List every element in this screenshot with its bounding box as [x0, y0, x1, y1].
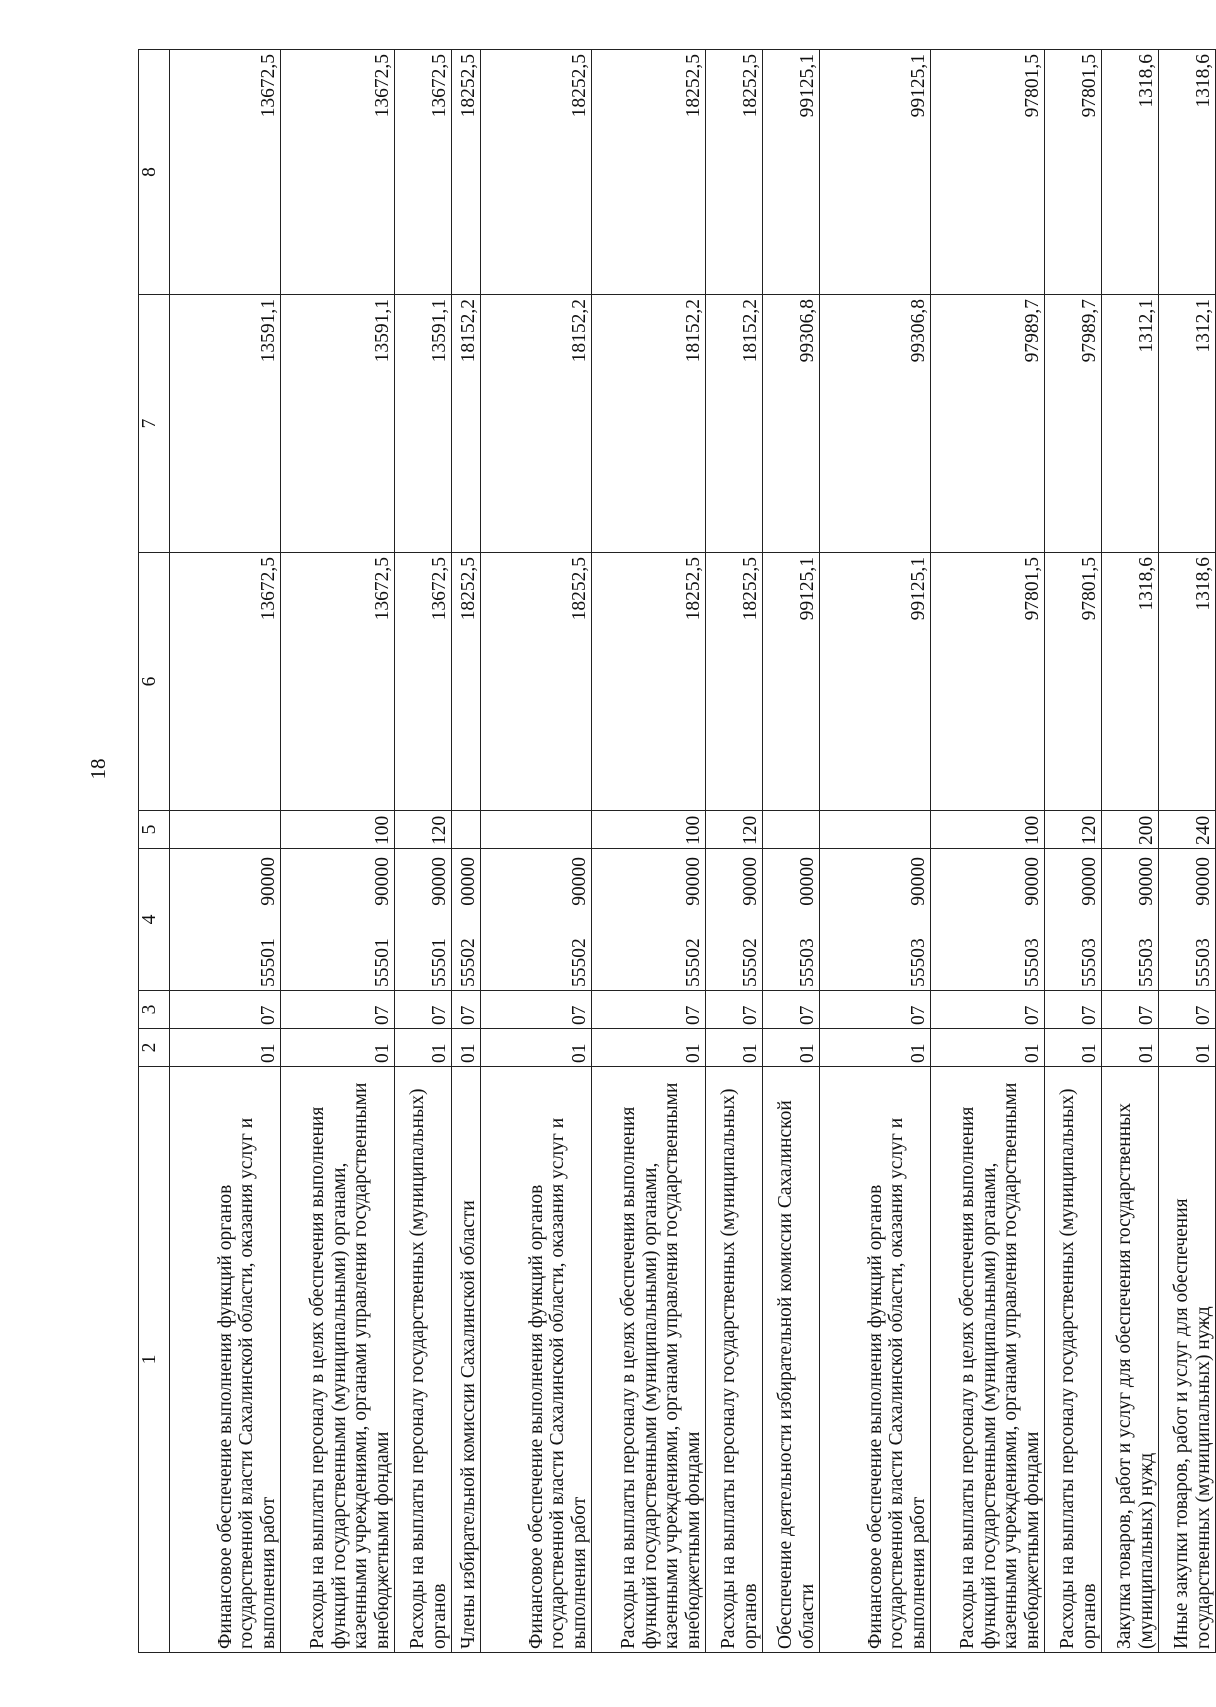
header-col-4: 4: [139, 849, 170, 991]
row-cs-direction: 00000: [763, 849, 820, 921]
row-vr: [820, 811, 931, 849]
row-vr: [763, 811, 820, 849]
row-podrazdel: 07: [706, 991, 763, 1029]
row-value-7: 13591,1: [395, 295, 452, 553]
row-razdel: 01: [1159, 1029, 1216, 1067]
row-podrazdel: 07: [281, 991, 395, 1029]
row-value-8: 18252,5: [452, 50, 481, 295]
row-podrazdel: 07: [1102, 991, 1159, 1029]
row-podrazdel: 07: [481, 991, 592, 1029]
row-razdel: 01: [763, 1029, 820, 1067]
row-razdel: 01: [481, 1029, 592, 1067]
table-row: [706, 50, 763, 1653]
row-razdel: 01: [592, 1029, 706, 1067]
row-podrazdel: 07: [592, 991, 706, 1029]
row-value-6: 1318,6: [1102, 553, 1159, 811]
row-cs-program: 55503: [931, 921, 1045, 991]
row-value-7: 97989,7: [931, 295, 1045, 553]
row-razdel: 01: [1102, 1029, 1159, 1067]
row-cs-direction: 90000: [481, 849, 592, 921]
row-value-8: 13672,5: [395, 50, 452, 295]
row-value-6: 97801,5: [931, 553, 1045, 811]
row-cs-program: 55503: [1102, 921, 1159, 991]
row-razdel: 01: [820, 1029, 931, 1067]
page-number: 18: [86, 758, 110, 780]
row-name: Расходы на выплаты персоналу в целях обеспечения выполнения функций государственными (муниципальными) органами, казенными учреждениями, органами управления государственными внебюджетными фондами: [931, 1067, 1045, 1653]
row-podrazdel: 07: [820, 991, 931, 1029]
row-value-6: 18252,5: [706, 553, 763, 811]
table-row: [931, 50, 1045, 1653]
row-name: Финансовое обеспечение выполнения функций органов государственной власти Сахалинской области, оказания услуг и выполнения работ: [820, 1067, 931, 1653]
row-vr: 120: [395, 811, 452, 849]
row-cs-program: 55502: [452, 921, 481, 991]
header-col-8: 8: [139, 50, 170, 295]
row-cs-direction: 90000: [1159, 849, 1216, 921]
row-cs-program: 55501: [281, 921, 395, 991]
row-podrazdel: 07: [395, 991, 452, 1029]
row-cs-direction: 90000: [170, 849, 281, 921]
row-podrazdel: 07: [452, 991, 481, 1029]
row-vr: 100: [281, 811, 395, 849]
row-cs-program: 55502: [592, 921, 706, 991]
row-razdel: 01: [706, 1029, 763, 1067]
header-col-1: 1: [139, 1067, 170, 1653]
row-vr: 120: [706, 811, 763, 849]
row-cs-direction: 90000: [281, 849, 395, 921]
row-value-8: 13672,5: [281, 50, 395, 295]
row-vr: 120: [1045, 811, 1102, 849]
row-cs-direction: 90000: [931, 849, 1045, 921]
row-name: Расходы на выплаты персоналу государственных (муниципальных) органов: [1045, 1067, 1102, 1653]
row-razdel: 01: [170, 1029, 281, 1067]
row-cs-program: 55502: [706, 921, 763, 991]
row-value-8: 18252,5: [706, 50, 763, 295]
row-razdel: 01: [1045, 1029, 1102, 1067]
row-value-6: 97801,5: [1045, 553, 1102, 811]
row-name: Обеспечение деятельности избирательной комиссии Сахалинской области: [763, 1067, 820, 1653]
header-col-3: 3: [139, 991, 170, 1029]
row-value-8: 97801,5: [1045, 50, 1102, 295]
row-cs-program: 55502: [481, 921, 592, 991]
row-razdel: 01: [452, 1029, 481, 1067]
row-value-6: 13672,5: [395, 553, 452, 811]
row-value-8: 18252,5: [592, 50, 706, 295]
row-podrazdel: 07: [170, 991, 281, 1029]
row-value-7: 97989,7: [1045, 295, 1102, 553]
row-cs-direction: 00000: [452, 849, 481, 921]
row-name: Финансовое обеспечение выполнения функций органов государственной власти Сахалинской области, оказания услуг и выполнения работ: [481, 1067, 592, 1653]
row-podrazdel: 07: [763, 991, 820, 1029]
row-value-7: 1312,1: [1102, 295, 1159, 553]
row-value-8: 1318,6: [1159, 50, 1216, 295]
row-cs-direction: 90000: [820, 849, 931, 921]
table-row: [395, 50, 452, 1653]
row-vr: 200: [1102, 811, 1159, 849]
header-col-5: 5: [139, 811, 170, 849]
row-vr: [452, 811, 481, 849]
row-podrazdel: 07: [1159, 991, 1216, 1029]
row-vr: 240: [1159, 811, 1216, 849]
row-value-7: 13591,1: [170, 295, 281, 553]
row-value-7: 18152,2: [452, 295, 481, 553]
row-name: Иные закупки товаров, работ и услуг для обеспечения государственных (муниципальных) нужд: [1159, 1067, 1216, 1653]
table-row: [170, 50, 281, 1653]
row-name: Расходы на выплаты персоналу государственных (муниципальных) органов: [706, 1067, 763, 1653]
table-row: [452, 50, 481, 1653]
row-vr: [170, 811, 281, 849]
row-razdel: 01: [395, 1029, 452, 1067]
row-value-8: 18252,5: [481, 50, 592, 295]
row-value-7: 99306,8: [820, 295, 931, 553]
row-razdel: 01: [281, 1029, 395, 1067]
row-vr: 100: [931, 811, 1045, 849]
row-name: Закупка товаров, работ и услуг для обеспечения государственных (муниципальных) нужд: [1102, 1067, 1159, 1653]
row-value-8: 13672,5: [170, 50, 281, 295]
table-row: [1102, 50, 1159, 1653]
row-cs-direction: 90000: [395, 849, 452, 921]
row-cs-program: 55503: [820, 921, 931, 991]
table-body: [139, 50, 1216, 1653]
row-cs-direction: 90000: [706, 849, 763, 921]
rotated-table-container: [138, 50, 1215, 1653]
row-cs-program: 55503: [763, 921, 820, 991]
header-col-6: 6: [139, 553, 170, 811]
row-value-6: 99125,1: [763, 553, 820, 811]
row-value-6: 18252,5: [452, 553, 481, 811]
row-cs-direction: 90000: [1045, 849, 1102, 921]
row-cs-program: 55501: [170, 921, 281, 991]
table-row: [1159, 50, 1216, 1653]
row-value-6: 13672,5: [281, 553, 395, 811]
row-name: Расходы на выплаты персоналу в целях обеспечения выполнения функций государственными (муниципальными) органами, казенными учреждениями, органами управления государственными внебюджетными фондами: [281, 1067, 395, 1653]
header-col-2: 2: [139, 1029, 170, 1067]
row-vr: [481, 811, 592, 849]
row-name: Финансовое обеспечение выполнения функций органов государственной власти Сахалинской области, оказания услуг и выполнения работ: [170, 1067, 281, 1653]
row-name: Расходы на выплаты персоналу в целях обеспечения выполнения функций государственными (муниципальными) органами, казенными учреждениями, органами управления государственными внебюджетными фондами: [592, 1067, 706, 1653]
row-value-8: 97801,5: [931, 50, 1045, 295]
row-value-8: 1318,6: [1102, 50, 1159, 295]
row-value-6: 99125,1: [820, 553, 931, 811]
row-vr: 100: [592, 811, 706, 849]
row-value-6: 1318,6: [1159, 553, 1216, 811]
row-name: Расходы на выплаты персоналу государственных (муниципальных) органов: [395, 1067, 452, 1653]
row-razdel: 01: [931, 1029, 1045, 1067]
row-cs-program: 55501: [395, 921, 452, 991]
row-value-7: 18152,2: [592, 295, 706, 553]
row-cs-program: 55503: [1045, 921, 1102, 991]
row-value-7: 1312,1: [1159, 295, 1216, 553]
row-value-8: 99125,1: [820, 50, 931, 295]
row-value-6: 13672,5: [170, 553, 281, 811]
row-name: Члены избирательной комиссии Сахалинской области: [452, 1067, 481, 1653]
row-podrazdel: 07: [931, 991, 1045, 1029]
row-value-8: 99125,1: [763, 50, 820, 295]
row-value-6: 18252,5: [481, 553, 592, 811]
table-row: [281, 50, 395, 1653]
row-cs-direction: 90000: [592, 849, 706, 921]
table-row: [592, 50, 706, 1653]
row-podrazdel: 07: [1045, 991, 1102, 1029]
row-value-7: 18152,2: [706, 295, 763, 553]
header-col-7: 7: [139, 295, 170, 553]
header-row: [139, 50, 170, 1653]
table-row: [820, 50, 931, 1653]
row-cs-program: 55503: [1159, 921, 1216, 991]
row-value-6: 18252,5: [592, 553, 706, 811]
row-value-7: 99306,8: [763, 295, 820, 553]
budget-table: [138, 49, 1216, 1653]
table-row: [481, 50, 592, 1653]
row-value-7: 13591,1: [281, 295, 395, 553]
row-value-7: 18152,2: [481, 295, 592, 553]
row-cs-direction: 90000: [1102, 849, 1159, 921]
table-row: [763, 50, 820, 1653]
table-row: [1045, 50, 1102, 1653]
